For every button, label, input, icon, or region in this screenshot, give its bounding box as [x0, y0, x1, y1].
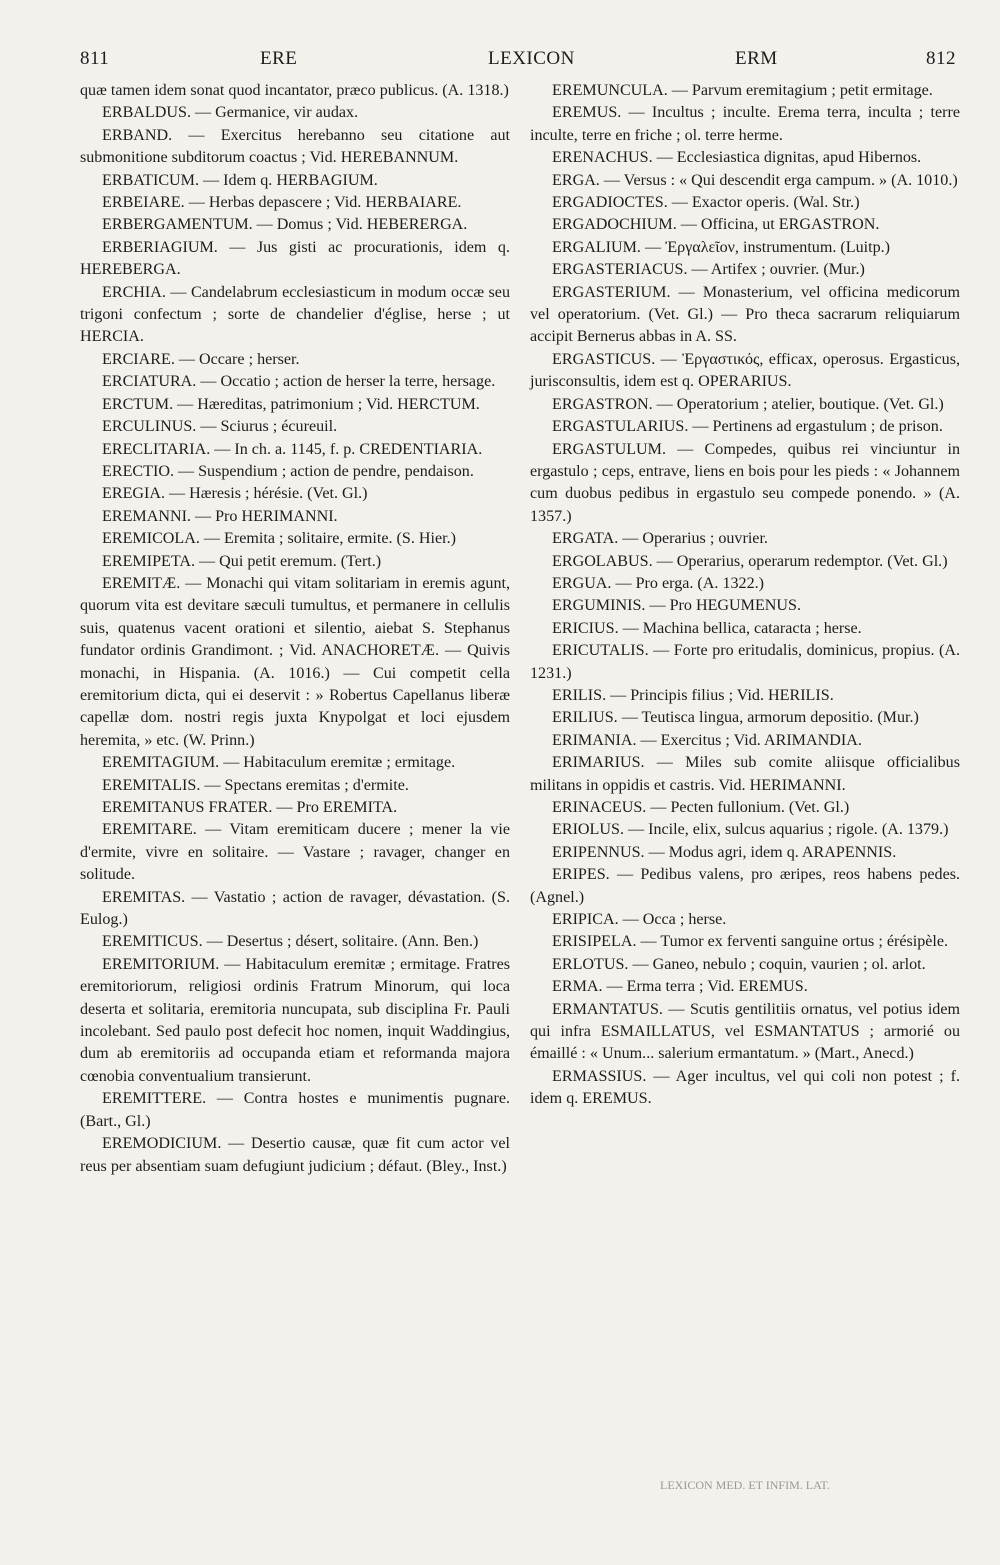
dictionary-entry: ERGASTERIUM. — Monasterium, vel officina medicorum vel operatorium. (Vet. Gl.) — Pro theca sacrarum reliquiarum accipit Bernerus abbas in A. SS. [530, 283, 960, 346]
dictionary-entry: ERILIS. — Principis filius ; Vid. HERILIS. [552, 686, 834, 704]
dictionary-entry: ERIPICA. — Occa ; herse. [552, 911, 727, 929]
dictionary-entry: EREMITALIS. — Spectans eremitas ; d'ermite. [102, 776, 409, 794]
right-guide-word: ERM [735, 48, 778, 69]
dictionary-entry: ERGASTERIACUS. — Artifex ; ouvrier. (Mur.) [552, 261, 865, 279]
dictionary-entry: ERCIARE. — Occare ; herser. [102, 350, 300, 368]
dictionary-entry: ERICIUS. — Machina bellica, cataracta ; herse. [552, 619, 862, 637]
dictionary-entry: ERMA. — Erma terra ; Vid. EREMUS. [552, 978, 808, 996]
dictionary-entry: ERILIUS. — Teutisca lingua, armorum depositio. (Mur.) [552, 709, 919, 727]
dictionary-entry: ERGALIUM. — Ἐργαλεῖον, instrumentum. (Luitp.) [552, 238, 891, 256]
dictionary-entry: EREMITTERE. — Contra hostes e munimentis pugnare. (Bart., Gl.) [80, 1090, 510, 1130]
dictionary-entry: ERGASTULARIUS. — Pertinens ad ergastulum ; de prison. [552, 418, 943, 436]
left-column [80, 80, 510, 1178]
dictionary-entry: ERIPENNUS. — Modus agri, idem q. ARAPENNIS. [552, 843, 897, 861]
dictionary-entry: ERBERIAGIUM. — Jus gisti ac procurationis, idem q. HEREBERGA. [80, 238, 510, 279]
dictionary-entry: ERIOLUS. — Incile, elix, sulcus aquarius ; rigole. (A. 1379.) [552, 821, 949, 839]
dictionary-entry: ERECTIO. — Suspendium ; action de pendre, pendaison. [102, 462, 474, 480]
dictionary-entry: EREMITÆ. — Monachi qui vitam solitariam in eremis agunt, quorum vita est devitare sæculi tumultus, et permanere in cellulis suis, quatenus vacent orationi et silentio, aiebat S. Stephanus fundator ordinis Grandimont. ; Vid. ANACHORETÆ. — Quivis monachi, in Hispania. (A. 1016.) — Cui competit cella eremitorium dicta, qui ei deservit : » Robertus Capellanus liberæ capellæ dom. nostri regis juxta Knypolgat et loci ejusdem heremita, » etc. (W. Prinn.) [80, 574, 510, 749]
dictionary-entry: ERECLITARIA. — In ch. a. 1145, f. p. CREDENTIARIA. [102, 440, 483, 458]
dictionary-entry: ERGUMINIS. — Pro HEGUMENUS. [552, 597, 802, 615]
dictionary-entry: ERGASTRON. — Operatorium ; atelier, boutique. (Vet. Gl.) [552, 395, 944, 413]
dictionary-entry: ERBATICUM. — Idem q. HERBAGIUM. [102, 171, 378, 189]
dictionary-entry: ERIMANIA. — Exercitus ; Vid. ARIMANDIA. [552, 731, 862, 749]
dictionary-entry: ERIPES. — Pedibus valens, pro æripes, reos habens pedes. (Agnel.) [530, 866, 960, 906]
running-title: LEXICON [488, 48, 575, 69]
dictionary-entry: ERGADOCHIUM. — Officina, ut ERGASTRON. [552, 216, 880, 234]
right-page-number: 812 [926, 48, 956, 69]
dictionary-entry: ERICUTALIS. — Forte pro eritudalis, dominicus, propius. (A. 1231.) [530, 642, 960, 682]
dictionary-entry: ERMANTATUS. — Scutis gentilitiis ornatus, vel potius idem qui infra ESMAILLATUS, vel ESMANTATUS ; armorié ou émaillé : « Unum... salerium ermantatum. » (Mart., Anecd.) [530, 1000, 960, 1063]
dictionary-entry: EREMITAS. — Vastatio ; action de ravager, dévastation. (S. Eulog.) [80, 888, 510, 929]
dictionary-entry: ERGASTULUM. — Compedes, quibus rei vinciuntur in ergastulo ; ceps, entrave, liens en bois pour les pieds : « Johannem cum duobus pedibus in ergastulo seu compede ponendo. » (A. 1357.) [530, 440, 960, 525]
dictionary-entry: EREMIPETA. — Qui petit eremum. (Tert.) [102, 552, 382, 570]
right-column [530, 80, 960, 1111]
dictionary-entry: EREMODICIUM. — Desertio causæ, quæ fit cum actor vel reus per absentiam suam defugiunt judicium ; défaut. (Bley., Inst.) [80, 1135, 510, 1175]
dictionary-entry: EREMANNI. — Pro HERIMANNI. [102, 507, 338, 525]
dictionary-entry: ERISIPELA. — Tumor ex ferventi sanguine ortus ; érésipèle. [552, 933, 949, 951]
dictionary-entry: EREMICOLA. — Eremita ; solitaire, ermite. (S. Hier.) [102, 530, 456, 548]
dictionary-entry: ERGATA. — Operarius ; ouvrier. [552, 530, 768, 548]
dictionary-entry: EREMUS. — Incultus ; inculte. Erema terra, inculta ; terre inculte, terre en friche ; ol. terre herme. [530, 104, 960, 144]
dictionary-entry: ERLOTUS. — Ganeo, nebulo ; coquin, vaurien ; ol. arlot. [552, 955, 926, 973]
dictionary-entry: ERBERGAMENTUM. — Domus ; Vid. HEBERERGA. [102, 216, 468, 234]
dictionary-entry: EREMITICUS. — Desertus ; désert, solitaire. (Ann. Ben.) [102, 933, 479, 951]
dictionary-entry: ERGOLABUS. — Operarius, operarum redemptor. (Vet. Gl.) [552, 552, 948, 570]
dictionary-entry: ERCIATURA. — Occatio ; action de herser la terre, hersage. [102, 373, 496, 391]
dictionary-entry: EREMITAGIUM. — Habitaculum eremitæ ; ermitage. [102, 754, 456, 772]
dictionary-entry: EREMUNCULA. — Parvum eremitagium ; petit ermitage. [552, 82, 933, 99]
page-header [80, 44, 956, 84]
dictionary-entry: ERIMARIUS. — Miles sub comite aliisque officialibus militans in oppidis et castris. Vid. HERIMANNI. [530, 754, 960, 794]
dictionary-entry: ERCHIA. — Candelabrum ecclesiasticum in modum occæ seu trigoni confectum ; sorte de chandelier d'église, herse ; ut HERCIA. [80, 283, 510, 346]
footer-note: LEXICON MED. ET INFIM. LAT. [660, 1478, 830, 1492]
dictionary-entry: ERCTUM. — Hæreditas, patrimonium ; Vid. HERCTUM. [102, 395, 480, 413]
dictionary-entry: ERCULINUS. — Sciurus ; écureuil. [102, 418, 338, 436]
dictionary-entry: ERMASSIUS. — Ager incultus, vel qui coli non potest ; f. idem q. EREMUS. [530, 1067, 960, 1108]
dictionary-entry: ERGASTICUS. — Ἐργαστικός, efficax, operosus. Ergasticus, jurisconsultis, idem est q. OPERARIUS. [530, 350, 960, 391]
dictionary-entry: ERENACHUS. — Ecclesiastica dignitas, apud Hibernos. [552, 149, 922, 167]
dictionary-entry: quæ tamen idem sonat quod incantator, præco publicus. (A. 1318.) [80, 82, 509, 99]
dictionary-entry: ERGADIOCTES. — Exactor operis. (Wal. Str.) [552, 194, 860, 212]
dictionary-entry: ERGA. — Versus : « Qui descendit erga campum. » (A. 1010.) [552, 171, 958, 189]
left-page-number: 811 [80, 48, 110, 69]
dictionary-entry: EREGIA. — Hæresis ; hérésie. (Vet. Gl.) [102, 485, 368, 503]
dictionary-entry: EREMITANUS FRATER. — Pro EREMITA. [102, 799, 398, 816]
dictionary-entry: ERGUA. — Pro erga. (A. 1322.) [552, 574, 765, 592]
dictionary-entry: ERBALDUS. — Germanice, vir audax. [102, 104, 359, 122]
dictionary-entry: ERINACEUS. — Pecten fullonium. (Vet. Gl.) [552, 799, 850, 816]
dictionary-entry: ERBAND. — Exercitus herebanno seu citatione aut submonitione subditorum coactus ; Vid. HEREBANNUM. [80, 126, 510, 167]
dictionary-entry: EREMITORIUM. — Habitaculum eremitæ ; ermitage. Fratres eremitoriorum, religiosi ordinis Fratrum Minorum, qui loca deserta et solitaria, eremitoria nuncupata, sub disciplina Fr. Pauli incolebant. Sed paulo post defecit hoc nomen, inquit Waddingius, dum ab eremitoriis ad occupanda etiam et reformanda majora cœnobia conventualium transierunt. [80, 955, 510, 1085]
dictionary-entry: ERBEIARE. — Herbas depascere ; Vid. HERBAIARE. [102, 194, 462, 212]
left-guide-word: ERE [260, 48, 298, 69]
dictionary-entry: EREMITARE. — Vitam eremiticam ducere ; mener la vie d'ermite, vivre en solitaire. — Vastare ; ravager, changer en solitude. [80, 821, 510, 884]
